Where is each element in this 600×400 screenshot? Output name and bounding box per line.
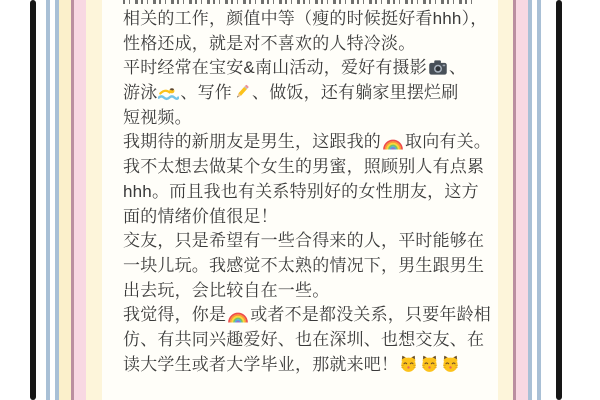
post-text-line xyxy=(123,155,491,180)
text-segment: 性格还成，就是对不喜欢的人特冷淡。 xyxy=(123,33,416,53)
post-text-line xyxy=(123,353,491,378)
text-segment: 我觉得，你是 xyxy=(123,305,227,325)
text-segment: 、 xyxy=(448,58,467,78)
clipped-text-line xyxy=(123,0,473,4)
post-text-line xyxy=(123,130,491,155)
kissing-cat-icon xyxy=(441,354,460,373)
post-text-line xyxy=(123,32,491,57)
rainbow-icon xyxy=(382,137,404,150)
text-segment: hhh。而且我也有关系特别好的女性朋友，这方 xyxy=(123,181,479,201)
text-segment: 短视频。 xyxy=(123,107,192,127)
camera-icon xyxy=(428,59,448,76)
post-text-line xyxy=(123,205,491,230)
frame-black-border-right xyxy=(556,0,562,400)
text-segment: 一块儿玩。我感觉不太熟的情况下，男生跟男生 xyxy=(123,255,485,275)
text-segment: 我不太想去做某个女生的男蜜，照顾别人有点累 xyxy=(123,157,485,177)
text-segment: 仿、有共同兴趣爱好、也在深圳、也想交友、在 xyxy=(123,329,485,349)
post-content-area xyxy=(102,0,498,400)
frame-pastel-tape-right xyxy=(498,0,528,400)
post-text-line xyxy=(123,279,491,304)
frame-blue-pinstripe-right-inner xyxy=(528,0,532,400)
swimmer-icon xyxy=(158,86,179,101)
post-text-line xyxy=(123,56,491,81)
post-text-line xyxy=(123,180,491,205)
kissing-cat-icon xyxy=(420,354,439,373)
text-segment: 或者不是都没关系，只要年龄相 xyxy=(250,305,492,325)
text-segment: 读大学生或者大学毕业，那就来吧！ xyxy=(123,354,399,374)
frame-blue-pinstripe-left-outer xyxy=(46,0,50,400)
text-segment: 平时经常在宝安&南山活动，爱好有摄影 xyxy=(123,58,427,78)
post-text-line xyxy=(123,229,491,254)
frame-black-border-left xyxy=(30,0,36,400)
post-text-line xyxy=(123,81,491,106)
text-segment: 游泳 xyxy=(123,83,158,103)
text-segment: 、做饭，还有躺家里摆烂刷 xyxy=(252,83,459,103)
text-segment: 我期待的新朋友是男生，这跟我的 xyxy=(123,132,381,152)
frame-blue-pinstripe-right-outer xyxy=(537,0,541,400)
post-text-line xyxy=(123,7,491,32)
text-segment: 出去玩，会比较自在一些。 xyxy=(123,280,330,300)
post-text-line xyxy=(123,106,491,131)
text-segment: 交友，只是希望有一些合得来的人，平时能够在 xyxy=(123,231,485,251)
kissing-cat-icon xyxy=(399,354,418,373)
pencil-icon xyxy=(233,83,251,101)
post-text-line xyxy=(123,303,491,328)
post-text xyxy=(123,7,491,377)
text-segment: 面的情绪价值很足！ xyxy=(123,206,278,226)
post-text-line xyxy=(123,328,491,353)
post-text-line xyxy=(123,254,491,279)
text-segment: 、写作 xyxy=(180,83,233,103)
rainbow-icon xyxy=(227,310,249,323)
text-segment: 取向有关。 xyxy=(405,132,491,152)
text-segment: 相关的工作，颜值中等（瘦的时候挺好看hhh）， xyxy=(123,9,488,28)
frame-pastel-tape-left xyxy=(59,0,102,400)
